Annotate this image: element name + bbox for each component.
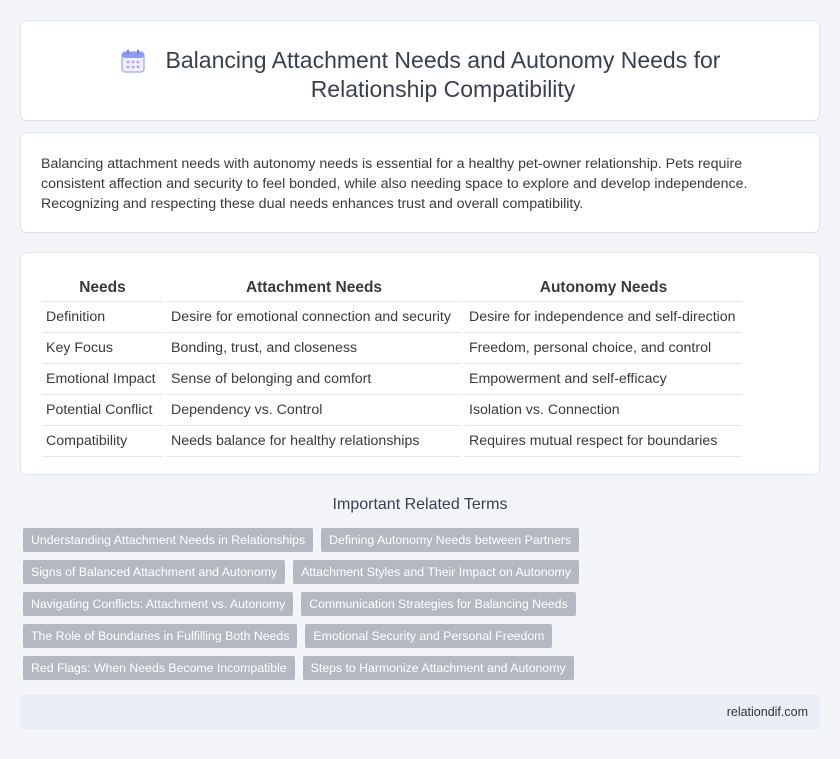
attachment-cell: Sense of belonging and comfort <box>167 364 461 395</box>
related-term-tag[interactable]: Red Flags: When Needs Become Incompatible <box>23 656 295 680</box>
related-terms-list <box>23 528 823 680</box>
table-row <box>42 426 742 457</box>
related-term-tag[interactable]: Understanding Attachment Needs in Relationships <box>23 528 313 552</box>
row-label: Emotional Impact <box>42 364 163 395</box>
row-label: Key Focus <box>42 333 163 364</box>
calendar-icon <box>120 48 146 74</box>
autonomy-cell: Desire for independence and self-direction <box>465 302 742 333</box>
header-card <box>20 20 820 121</box>
table-row <box>42 395 742 426</box>
row-label: Definition <box>42 302 163 333</box>
table-row <box>42 364 742 395</box>
attachment-cell: Desire for emotional connection and security <box>167 302 461 333</box>
header-attachment: Attachment Needs <box>167 275 461 302</box>
footer <box>20 695 820 729</box>
attachment-cell: Bonding, trust, and closeness <box>167 333 461 364</box>
related-term-tag[interactable]: Attachment Styles and Their Impact on Autonomy <box>293 560 579 584</box>
header-autonomy: Autonomy Needs <box>465 275 742 302</box>
intro-card <box>20 132 820 233</box>
related-term-tag[interactable]: Signs of Balanced Attachment and Autonomy <box>23 560 285 584</box>
intro-paragraph: Balancing attachment needs with autonomy needs is essential for a healthy pet-owner relationship. Pets require consistent affection and security to feel bonded, while also needing space to explore and develop independence. Recognizing and respecting these dual needs enhances trust and overall compatibility. <box>41 156 748 212</box>
related-term-tag[interactable]: Navigating Conflicts: Attachment vs. Autonomy <box>23 592 293 616</box>
related-term-tag[interactable]: Emotional Security and Personal Freedom <box>305 624 552 648</box>
title-line-2: Relationship Compatibility <box>310 76 576 102</box>
table-header-row <box>42 275 742 302</box>
attachment-cell: Dependency vs. Control <box>167 395 461 426</box>
table-row <box>42 302 742 333</box>
row-label: Potential Conflict <box>42 395 163 426</box>
comparison-table <box>38 275 746 457</box>
title-line-1: Balancing Attachment Needs and Autonomy Needs for <box>165 47 721 73</box>
related-term-tag[interactable]: Defining Autonomy Needs between Partners <box>321 528 579 552</box>
related-term-tag[interactable]: Steps to Harmonize Attachment and Autonomy <box>303 656 574 680</box>
footer-site-link[interactable]: relationdif.com <box>726 705 808 719</box>
table-row <box>42 333 742 364</box>
page-title <box>166 46 721 104</box>
comparison-table-card <box>20 252 820 475</box>
autonomy-cell: Freedom, personal choice, and control <box>465 333 742 364</box>
related-term-tag[interactable]: Communication Strategies for Balancing Needs <box>301 592 575 616</box>
autonomy-cell: Requires mutual respect for boundaries <box>465 426 742 457</box>
row-label: Compatibility <box>42 426 163 457</box>
related-term-tag[interactable]: The Role of Boundaries in Fulfilling Both Needs <box>23 624 297 648</box>
attachment-cell: Needs balance for healthy relationships <box>167 426 461 457</box>
related-terms-title: Important Related Terms <box>332 496 508 513</box>
autonomy-cell: Isolation vs. Connection <box>465 395 742 426</box>
header-needs: Needs <box>42 275 163 302</box>
autonomy-cell: Empowerment and self-efficacy <box>465 364 742 395</box>
